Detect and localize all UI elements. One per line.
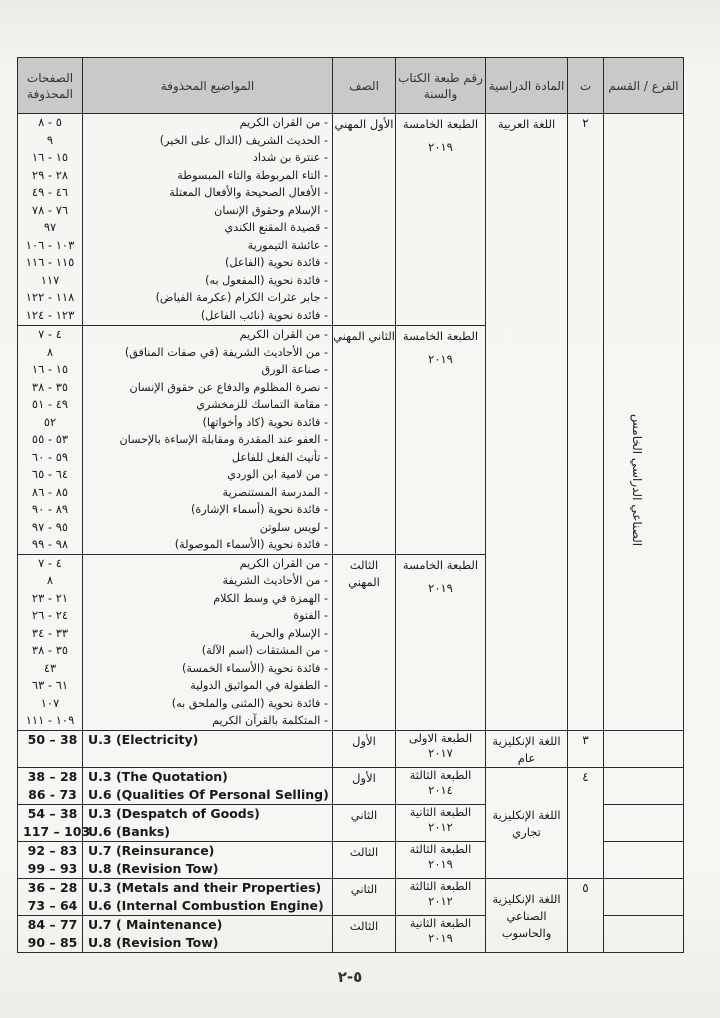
pages-list	[18, 114, 83, 326]
branch-cell	[604, 114, 684, 731]
edition-cell	[396, 804, 486, 841]
grade-cell: الثالث	[333, 841, 396, 878]
topics-list	[83, 114, 333, 326]
deleted-pages-item: ٩٧	[43, 220, 57, 234]
subject-english-industrial: اللغة الإنكليزية الصناعي والحاسوب	[486, 878, 568, 952]
row-number-english-industrial: ٥	[568, 878, 604, 952]
pages-list	[18, 730, 83, 767]
deleted-pages-item: ١٢٣ - ١٢٤	[25, 307, 75, 322]
topics-list	[83, 841, 333, 878]
deleted-topic-item: - العفو عند المقدرة ومقابلة الإساءة بالإحسان	[119, 433, 328, 446]
edition-label: الطبعة الاولى	[408, 730, 473, 745]
deleted-pages-item: ١٥ - ١٦	[31, 150, 69, 164]
grade-cell: الأول المهني	[333, 114, 396, 326]
deleted-topic-item: U.7 (Reinsurance)	[88, 842, 215, 858]
deleted-pages-item: ٣٥ - ٣٨	[31, 643, 69, 657]
deleted-pages-item: ٥٩ - ٦٠	[31, 449, 69, 464]
edition-label: الطبعة الخامسة	[402, 557, 479, 572]
deleted-topic-item: - فائدة نحوية (كاد وأخواتها)	[202, 415, 328, 429]
branch-cell-empty	[604, 730, 684, 767]
page-number: ٥-٢	[337, 968, 363, 986]
deleted-pages-item: ٨	[46, 573, 54, 587]
deleted-pages-item: ٥٣ - ٥٥	[31, 432, 69, 446]
deleted-pages-item: ٥٢	[43, 414, 57, 429]
deleted-pages-item: 86 - 73	[28, 786, 77, 802]
edition-label: الطبعة الثانية	[409, 915, 472, 930]
deleted-topic-item: - قصيدة المقنع الكندي	[224, 221, 328, 234]
deleted-topic-item: - المتكلمة بالقرآن الكريم	[212, 714, 328, 727]
edition-year: ٢٠١٩	[428, 930, 453, 945]
deleted-pages-item: 99 – 93	[27, 860, 78, 876]
edition-label: الطبعة الثانية	[409, 804, 472, 819]
branch-cell-empty	[604, 804, 684, 841]
deleted-topic-item: - من القران الكريم	[239, 556, 328, 570]
deleted-topic-item: - التاء المربوطة والتاء المبسوطة	[177, 168, 328, 182]
edition-cell	[396, 114, 486, 326]
deleted-topic-item: - من الأحاديث الشريفة (في صفات المنافق)	[124, 345, 328, 359]
pages-list	[18, 804, 91, 841]
topics-list	[83, 804, 333, 841]
deleted-pages-item: 38 – 28	[27, 768, 78, 784]
header-num: ت	[568, 58, 604, 114]
deleted-topic-item: - عائشة التيمورية	[247, 238, 328, 252]
edition-label: الطبعة الخامسة	[402, 117, 479, 131]
topics-list	[83, 915, 333, 952]
deleted-pages-item: ٤٣	[43, 660, 57, 675]
deleted-topic-item: U.8 (Revision Tow)	[88, 934, 219, 950]
deleted-topics-table	[17, 57, 684, 953]
edition-year: ٢٠١٩	[428, 352, 453, 366]
row-number-arabic: ٢	[568, 114, 604, 731]
edition-cell	[396, 878, 486, 915]
deleted-topic-item: - نصرة المظلوم والدفاع عن حقوق الإنسان	[129, 380, 328, 394]
deleted-pages-item: ١٠٩ - ١١١	[25, 713, 75, 727]
deleted-pages-item: 73 – 64	[27, 897, 78, 913]
deleted-topic-item: - فائدة نحوية (المثنى والملحق به)	[171, 696, 328, 710]
deleted-pages-item: 84 – 77	[27, 916, 78, 932]
deleted-topic-item: U.6 (Banks)	[88, 823, 170, 839]
deleted-pages-item: ٨٩ - ٩٠	[31, 502, 69, 516]
header-grade: الصف	[333, 58, 396, 114]
subject-english-general: اللغة الإنكليزية عام	[486, 730, 568, 767]
topics-list	[83, 554, 333, 730]
header-book: رقم طبعة الكتاب والسنة	[396, 58, 486, 114]
topics-list	[83, 878, 333, 915]
grade-cell: الثاني	[333, 804, 396, 841]
edition-cell	[396, 767, 486, 804]
header-pages: الصفحات المحذوفة	[18, 58, 83, 114]
deleted-topic-item: - فائدة نحوية (نائب الفاعل)	[200, 308, 328, 322]
deleted-pages-item: ٤٩ - ٥١	[31, 397, 69, 411]
deleted-topic-item: - عنترة بن شداد	[252, 151, 328, 164]
deleted-topic-item: - الحديث الشريف (الدال على الخير)	[159, 133, 328, 147]
deleted-pages-item: 50 – 38	[27, 731, 78, 747]
deleted-topic-item: U.3 (Despatch of Goods)	[88, 805, 260, 821]
deleted-pages-item: ١٠٣ - ١٠٦	[25, 237, 75, 252]
deleted-topic-item: - الفتوة	[293, 609, 328, 622]
deleted-topic-item: - مقامة التماسك للزمخشري	[196, 398, 328, 411]
deleted-pages-item: ٢٤ - ٢٦	[31, 608, 69, 622]
branch-label: الصناعي الدراسي الخامس	[630, 414, 644, 547]
row-number-english-commercial: ٤	[568, 767, 604, 878]
deleted-topic-item: - الهمزة في وسط الكلام	[213, 591, 328, 605]
branch-cell-empty	[604, 878, 684, 915]
deleted-pages-item: ١٠٧	[40, 695, 60, 710]
deleted-pages-item: ١١٧	[40, 272, 60, 287]
branch-cell-empty	[604, 915, 684, 952]
deleted-topic-item: - فائدة نحوية (الأسماء الخمسة)	[181, 661, 328, 675]
deleted-topic-item: U.3 (Electricity)	[88, 731, 199, 747]
deleted-pages-item: ٢٨ - ٢٩	[31, 167, 69, 182]
deleted-topic-item: U.3 (The Quotation)	[88, 768, 228, 784]
grade-cell: الثالث	[333, 915, 396, 952]
deleted-topic-item: - الإسلام وحقوق الإنسان	[214, 203, 328, 217]
branch-cell-empty	[604, 767, 684, 804]
deleted-topic-item: U.3 (Metals and their Properties)	[88, 879, 322, 895]
deleted-topic-item: U.6 (Internal Combustion Engine)	[88, 897, 324, 913]
pages-list	[18, 767, 83, 804]
deleted-pages-item: ٨	[46, 344, 54, 359]
edition-cell	[396, 841, 486, 878]
deleted-pages-item: 36 – 28	[27, 879, 78, 895]
deleted-pages-item: ٨٥ - ٨٦	[31, 484, 69, 499]
deleted-pages-item: ٩٥ - ٩٧	[31, 519, 69, 534]
edition-cell	[396, 915, 486, 952]
grade-cell: الأول	[333, 767, 396, 804]
deleted-topic-item: - المدرسة المستنصرية	[222, 485, 328, 499]
deleted-pages-item: ١١٨ - ١٢٢	[25, 290, 75, 304]
deleted-pages-item: ٧٦ - ٧٨	[31, 202, 69, 217]
edition-cell	[396, 326, 486, 555]
deleted-topic-item: - من لامية ابن الوردي	[227, 468, 328, 481]
pages-list	[18, 326, 83, 555]
deleted-topic-item: - لويس سلوتن	[259, 520, 328, 534]
header-subject: المادة الدراسية	[486, 58, 568, 114]
edition-cell	[396, 730, 486, 767]
deleted-topic-item: U.6 (Qualities Of Personal Selling)	[88, 786, 329, 802]
pages-list	[18, 841, 83, 878]
deleted-topic-item: - فائدة نحوية (أسماء الإشارة)	[191, 503, 328, 516]
edition-label: الطبعة الثالثة	[409, 841, 472, 856]
deleted-pages-item: 117 – 103	[23, 823, 91, 839]
deleted-topic-item: - من القران الكريم	[239, 328, 328, 341]
deleted-pages-item: 54 – 38	[27, 805, 78, 821]
grade-cell: الثالث المهني	[333, 554, 396, 730]
grade-cell: الثاني المهني	[333, 326, 396, 555]
deleted-pages-item: ٦٤ - ٦٥	[31, 467, 69, 481]
edition-label: الطبعة الخامسة	[402, 329, 479, 343]
deleted-pages-item: ٢١ - ٢٣	[31, 590, 69, 605]
deleted-topic-item: - من المشتقات (اسم الآلة)	[201, 644, 328, 657]
topics-list	[83, 326, 333, 555]
pages-list	[18, 915, 83, 952]
deleted-pages-item: ٩٨ - ٩٩	[31, 537, 69, 551]
edition-label: الطبعة الثالثة	[409, 767, 472, 782]
deleted-topic-item: - من القران الكريم	[239, 116, 328, 129]
topics-list	[83, 767, 333, 804]
deleted-topic-item: - صناعة الورق	[261, 363, 328, 376]
deleted-pages-item: ٤٦ - ٤٩	[31, 185, 69, 199]
deleted-topic-item: - جابر عثرات الكرام (عكرمة الفياض)	[155, 291, 328, 304]
deleted-pages-item: ١١٥ - ١١٦	[25, 255, 75, 269]
deleted-pages-item: ٣٣ - ٣٤	[31, 625, 69, 640]
deleted-topic-item: - تأنيث الفعل للفاعل	[231, 450, 328, 464]
deleted-topic-item: U.8 (Revision Tow)	[88, 860, 219, 876]
deleted-pages-item: ٦١ - ٦٣	[31, 678, 69, 692]
subject-english-commercial: اللغة الإنكليزية تجاري	[486, 767, 568, 878]
deleted-pages-item: ٩	[46, 132, 54, 147]
edition-label: الطبعة الثالثة	[409, 878, 472, 893]
header-branch: الفرع / القسم	[604, 58, 684, 114]
subject-arabic: اللغة العربية	[486, 114, 568, 731]
edition-cell	[396, 554, 486, 730]
edition-year: ٢٠١٢	[428, 893, 453, 908]
row-number-english-general: ٣	[568, 730, 604, 767]
edition-year: ٢٠١٩	[428, 140, 453, 154]
edition-year: ٢٠١٢	[428, 819, 453, 834]
deleted-topic-item: - فائدة نحوية (الفاعل)	[225, 256, 328, 269]
deleted-topic-item: - الإسلام والحرية	[249, 626, 328, 640]
deleted-topic-item: - الأفعال الصحيحة والأفعال المعتلة	[169, 186, 328, 199]
edition-year: ٢٠١٩	[428, 856, 453, 871]
deleted-topic-item: - فائدة نحوية (المفعول به)	[205, 273, 328, 287]
deleted-pages-item: ٥ - ٨	[38, 115, 62, 129]
edition-year: ٢٠١٤	[428, 782, 453, 797]
deleted-topic-item: - من الأحاديث الشريفة	[222, 574, 328, 587]
edition-year: ٢٠١٩	[428, 580, 453, 595]
deleted-pages-item: ٤ - ٧	[38, 327, 62, 341]
deleted-pages-item: ٤ - ٧	[38, 555, 62, 570]
deleted-pages-item: 90 – 85	[27, 934, 78, 950]
grade-cell: الثاني	[333, 878, 396, 915]
header-topics: المواضيع المحذوفة	[83, 58, 333, 114]
grade-cell: الأول	[333, 730, 396, 767]
branch-cell-empty	[604, 841, 684, 878]
deleted-pages-item: ٣٥ - ٣٨	[31, 379, 69, 394]
deleted-pages-item: 92 – 83	[27, 842, 78, 858]
deleted-topic-item: - الطفولة في المواثيق الدولية	[190, 679, 328, 692]
pages-list	[18, 554, 83, 730]
topics-list	[83, 730, 333, 767]
deleted-topic-item: U.7 ( Maintenance)	[88, 916, 223, 932]
deleted-pages-item: ١٥ - ١٦	[31, 362, 69, 376]
deleted-topic-item: - فائدة نحوية (الأسماء الموصولة)	[174, 538, 328, 551]
edition-year: ٢٠١٧	[428, 745, 453, 760]
pages-list	[18, 878, 83, 915]
